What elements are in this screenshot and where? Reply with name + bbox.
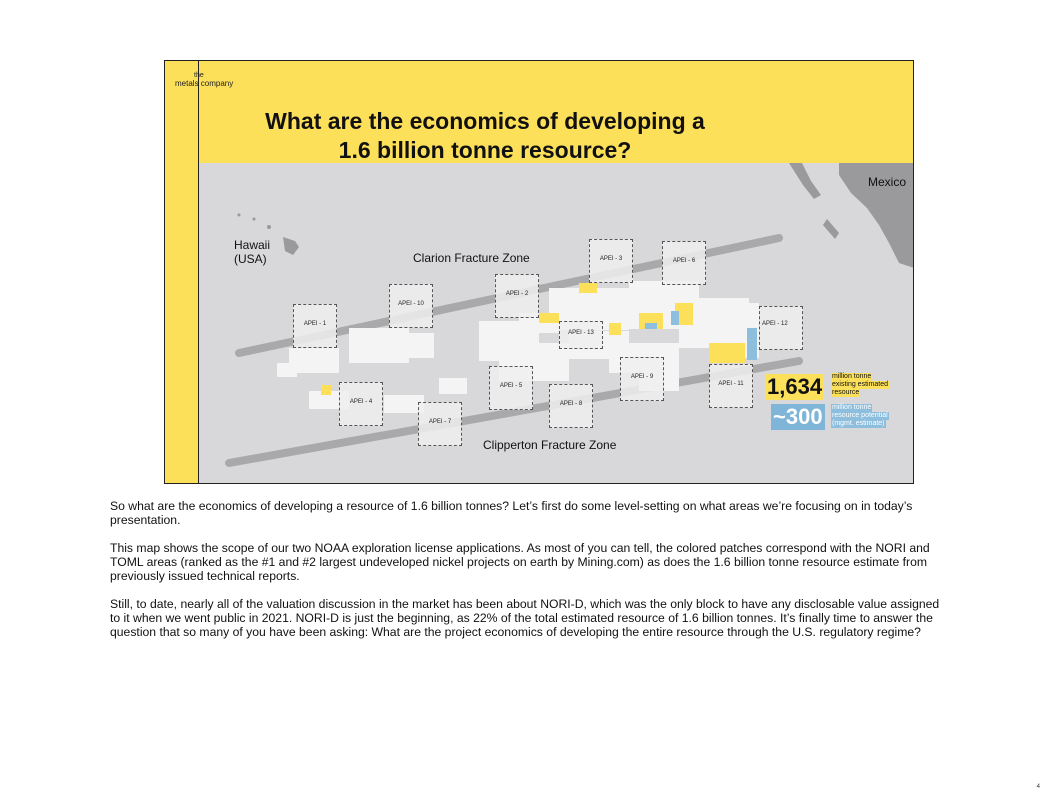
logo-main-text: metals company: [175, 79, 234, 88]
notes-paragraph-1: So what are the economics of developing a resource of 1.6 billion tonnes? Let’s first do some level-setting on what areas we’re focusing on in today’s presentation.: [110, 499, 913, 527]
existing-note-line-1: million tonne: [832, 373, 872, 380]
existing-resource-value: 1,634: [767, 374, 823, 399]
potential-resource-value: ~300: [773, 404, 823, 429]
existing-note-line-3: resource: [832, 389, 860, 396]
label-hawaii-line-2: (USA): [234, 252, 267, 266]
existing-resource-note: [831, 373, 889, 397]
label-mexico: Mexico: [868, 175, 907, 189]
apei-11-box: APEI - 11: [709, 364, 753, 408]
label-clarion-fracture-zone: Clarion Fracture Zone: [413, 251, 530, 265]
slide-title-line-2: 1.6 billion tonne resource?: [338, 137, 632, 163]
potential-resource-note: [831, 404, 889, 428]
label-clipperton-fracture-zone: Clipperton Fracture Zone: [483, 438, 617, 452]
baja-peninsula: [789, 163, 821, 199]
apei-6-box: APEI - 6: [662, 241, 706, 285]
slide-title: [265, 107, 705, 165]
hawaii-islet-3: [238, 214, 241, 217]
apei-8-box: APEI - 8: [549, 384, 593, 428]
notes-paragraph-2: This map shows the scope of our two NOAA exploration license applications. As most of you can tell, the colored patches correspond with the NORI and TOML areas (ranked as the #1 and #2 largest undeveloped nickel projects on earth by Mining.com) as does the 1.6 billion tonne resource estimate from previously issued technical reports.: [110, 541, 930, 583]
apei-2-box: APEI - 2: [495, 274, 539, 318]
apei-9-box: APEI - 9: [620, 357, 664, 401]
potential-note-line-1: million tonne: [832, 404, 872, 411]
ccz-map: [199, 163, 914, 484]
hawaii-island: [283, 237, 299, 255]
slide-frame: [164, 60, 914, 484]
apei-5-box: APEI - 5: [489, 366, 533, 410]
apei-1-box: APEI - 1: [293, 304, 337, 348]
apei-12-box: APEI - 12: [759, 306, 803, 350]
hawaii-islet-2: [253, 218, 256, 221]
hawaii-islet-1: [267, 225, 271, 229]
apei-3-box: APEI - 3: [589, 239, 633, 283]
apei-10-box: APEI - 10: [389, 284, 433, 328]
notes-paragraph-3: Still, to date, nearly all of the valuation discussion in the market has been about NORI-D, which was the only block to have any disclosable value assigned to it when we went public in 2021. NORI-D is just the beginning, as 22% of the total estimated resource of 1.6 billion tonnes. It’s finally time to answer the question that so many of you have been asking: What are the project economics of developing the entire resource through the U.S. regulatory regime?: [110, 597, 940, 639]
logo-small-text: the: [194, 72, 204, 79]
apei-13-box: APEI - 13: [559, 321, 603, 349]
potential-note-line-3: (mgmt. estimate): [832, 420, 885, 427]
potential-note-line-2: resource potential: [832, 412, 888, 419]
mexico-coast-piece: [823, 219, 839, 239]
existing-note-line-2: existing estimated: [832, 381, 889, 388]
apei-7-box: APEI - 7: [418, 402, 462, 446]
page-number: 4: [1036, 784, 1040, 790]
apei-4-box: APEI - 4: [339, 382, 383, 426]
label-hawaii: [234, 238, 270, 266]
speaker-notes: [110, 499, 950, 653]
slide-title-line-1: What are the economics of developing a: [265, 108, 705, 134]
label-hawaii-line-1: Hawaii: [234, 238, 271, 252]
